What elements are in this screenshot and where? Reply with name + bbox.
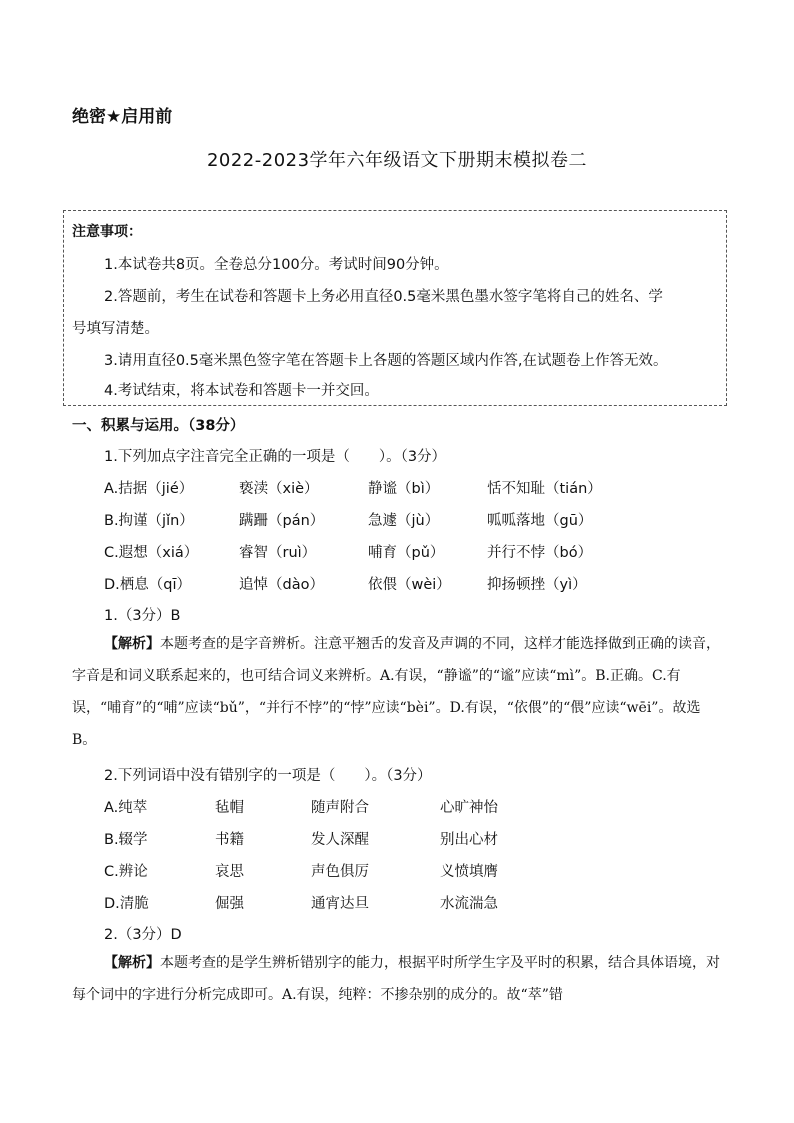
q1-option-c-2: 睿智（ruì） [239,545,317,561]
q1-option-a-2: 亵渎（xiè） [239,481,319,497]
q2-option-c-4: 义愤填膺 [440,864,498,880]
q1-option-d-1: D.栖息（qī） [104,577,192,593]
q1-option-b-1: B.拘谨（jǐn） [104,513,194,529]
question-2-answer: 2.（3分）D [104,927,182,943]
question-1-answer: 1.（3分）B [104,608,181,624]
exam-title: 2022-2023学年六年级语文下册期末模拟卷二 [206,150,588,171]
q2-option-b-1: B.辍学 [104,832,148,848]
notice-line-2: 2.答题前，考生在试卷和答题卡上务必用直径0.5毫米黑色墨水签字笔将自己的姓名、学 [104,289,663,305]
q2-option-c-1: C.辨论 [104,864,148,880]
q2-option-d-4: 水流湍急 [440,896,498,912]
q2-option-a-3: 随声附合 [311,800,369,816]
notice-box [63,210,727,406]
q1-option-d-4: 抑扬顿挫（yì） [487,577,587,593]
q2-option-d-1: D.清脆 [104,896,149,912]
q2-option-b-4: 别出心材 [440,832,498,848]
question-2-stem: 2.下列词语中没有错别字的一项是（ ）。（3分） [104,768,432,784]
q2-option-a-2: 毡帽 [215,800,244,816]
notice-line-1: 1.本试卷共8页。全卷总分100分。考试时间90分钟。 [104,257,449,273]
notice-line-3: 3.请用直径0.5毫米黑色签字笔在答题卡上各题的答题区域内作答,在试题卷上作答无效。 [104,353,668,369]
q1-option-d-3: 依偎（wèi） [368,577,451,593]
q2-option-a-4: 心旷神怡 [440,800,498,816]
question-2-explanation [72,947,722,1011]
explanation-tag: 【解析】 [104,636,160,652]
q1-option-c-3: 哺育（pǔ） [368,545,445,561]
q1-option-a-3: 静谧（bì） [368,481,440,497]
q1-option-a-1: A.拮据（jié） [104,481,194,497]
explanation-text: 本题考查的是学生辨析错别字的能力，根据平时所学生字及平时的积累，结合具体语境，对每个词中的字进行分析完成即可。A.有误，纯粹：不掺杂别的成分的。故“萃”错 [72,955,720,1003]
q2-option-c-3: 声色俱厉 [311,864,369,880]
q2-option-a-1: A.纯萃 [104,800,148,816]
q2-option-b-3: 发人深醒 [311,832,369,848]
q1-option-b-3: 急遽（jù） [368,513,440,529]
q2-option-d-3: 通宵达旦 [311,896,369,912]
explanation-text: 本题考查的是字音辨析。注意平翘舌的发音及声调的不同，这样才能选择做到正确的读音，字音是和词义联系起来的，也可结合词义来辨析。A.有误，“静谧”的“谧”应读“mì”。B.正确。C.有误，“哺育”的“哺”应读“bǔ”，“并行不悖”的“悖”应读“bèi”。D.有误，“依偎”的“偎”应读“wēi”。故选B。 [72,636,720,748]
section-1-heading: 一、积累与运用。（38分） [72,418,245,434]
confidential-label: 绝密★启用前 [72,107,173,127]
q2-option-b-2: 书籍 [215,832,244,848]
q1-option-a-4: 恬不知耻（tián） [487,481,602,497]
q1-option-c-1: C.遐想（xiá） [104,545,199,561]
q1-option-c-4: 并行不悖（bó） [487,545,593,561]
notice-heading: 注意事项： [72,224,142,240]
notice-line-2-cont: 号填写清楚。 [72,321,159,337]
q1-option-b-2: 蹒跚（pán） [239,513,325,529]
q2-option-c-2: 哀思 [215,864,244,880]
question-1-explanation [72,628,722,756]
explanation-tag: 【解析】 [104,955,160,971]
q2-option-d-2: 倔强 [215,896,244,912]
question-1-stem: 1.下列加点字注音完全正确的一项是（ ）。（3分） [104,449,447,465]
q1-option-d-2: 追悼（dào） [239,577,324,593]
q1-option-b-4: 呱呱落地（gū） [487,513,593,529]
notice-line-4: 4.考试结束，将本试卷和答题卡一并交回。 [104,383,379,399]
